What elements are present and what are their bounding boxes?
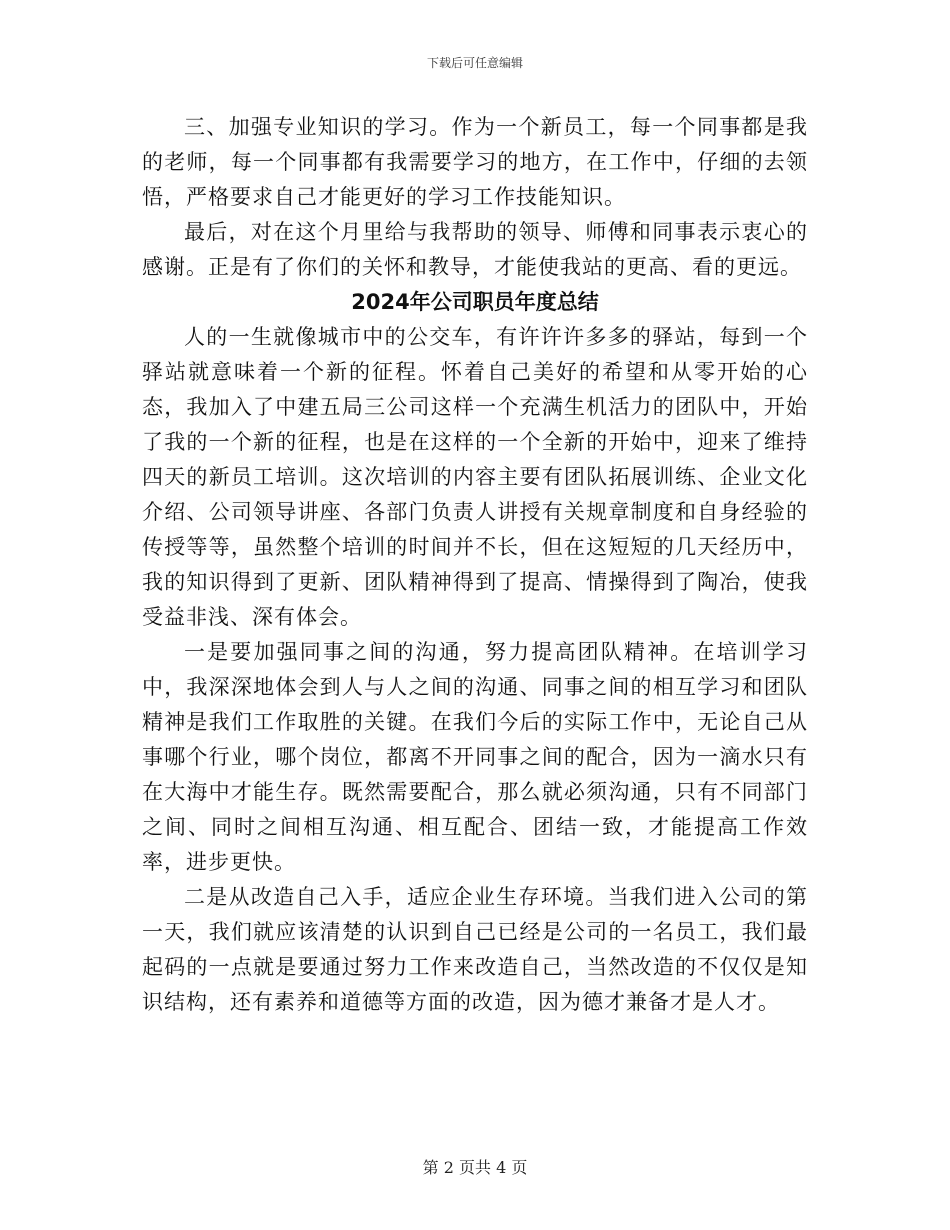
document-body [142, 110, 808, 1020]
paragraph-communication: 一是要加强同事之间的沟通，努力提高团队精神。在培训学习中，我深深地体会到人与人之间的沟通、同事之间的相互学习和团队精神是我们工作取胜的关键。在我们今后的实际工作中，无论自己从事哪个行业，哪个岗位，都离不开同事之间的配合，因为一滴水只有在大海中才能生存。既然需要配合，那么就必须沟通，只有不同部门之间、同时之间相互沟通、相互配合、团结一致，才能提高工作效率，进步更快。 [142, 640, 808, 874]
page-header: 下载后可任意编辑 [426, 56, 523, 70]
paragraph-thanks: 最后，对在这个月里给与我帮助的领导、师傅和同事表示衷心的感谢。正是有了你们的关怀和教导，才能使我站的更高、看的更远。 [142, 220, 808, 279]
page-footer: 第 2 页共 4 页 [422, 1158, 528, 1177]
paragraph-intro: 人的一生就像城市中的公交车，有许许许多多的驿站，每到一个驿站就意味着一个新的征程。怀着自己美好的希望和从零开始的心态，我加入了中建五局三公司这样一个充满生机活力的团队中，开始了我的一个新的征程，也是在这样的一个全新的开始中，迎来了维持四天的新员工培训。这次培训的内容主要有团队拓展训练、企业文化介绍、公司领导讲座、各部门负责人讲授有关规章制度和自身经验的传授等等，虽然整个培训的时间并不长，但在这短短的几天经历中，我的知识得到了更新、团队精神得到了提高、情操得到了陶冶，使我受益非浅、深有体会。 [142, 325, 808, 629]
paragraph-learning: 三、加强专业知识的学习。作为一个新员工，每一个同事都是我的老师，每一个同事都有我需要学习的地方，在工作中，仔细的去领悟，严格要求自己才能更好的学习工作技能知识。 [142, 115, 808, 209]
section-title: 2024年公司职员年度总结 [351, 290, 599, 314]
paragraph-self-improvement: 二是从改造自己入手，适应企业生存环境。当我们进入公司的第一天，我们就应该清楚的认识到自己已经是公司的一名员工，我们最起码的一点就是要通过努力工作来改造自己，当然改造的不仅仅是知识结构，还有素养和道德等方面的改造，因为德才兼备才是人才。 [142, 885, 808, 1014]
